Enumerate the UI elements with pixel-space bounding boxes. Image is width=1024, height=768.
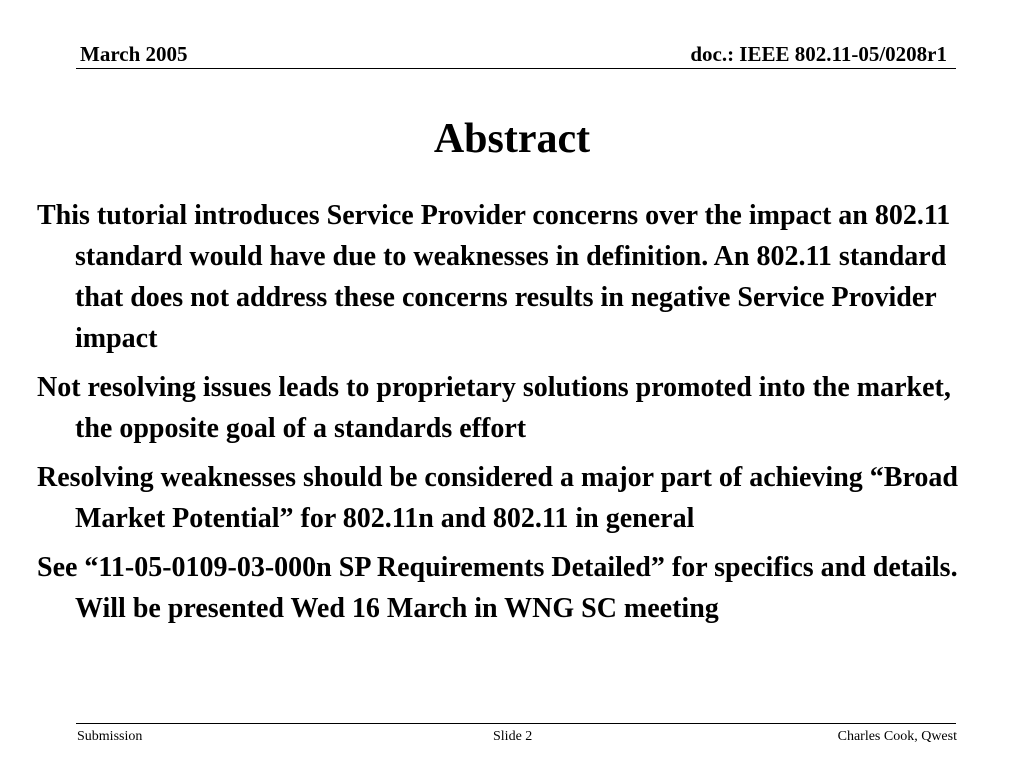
header-doc-id: doc.: IEEE 802.11-05/0208r1: [690, 42, 947, 66]
footer-rule: [76, 723, 956, 724]
body-paragraph-3: Resolving weaknesses should be considered a major part of achieving “Broad Market Potential” for 802.11n and 802.11 in general: [37, 462, 958, 534]
body-paragraph-4: See “11-05-0109-03-000n SP Requirements Detailed” for specifics and details. Will be presented Wed 16 March in WNG SC meeting: [37, 552, 958, 624]
footer-slide-number: Slide 2: [493, 729, 533, 744]
footer-author: Charles Cook, Qwest: [837, 729, 957, 744]
body-paragraph-2: Not resolving issues leads to proprietary solutions promoted into the market, the opposite goal of a standards effort: [37, 372, 951, 444]
footer-submission: Submission: [77, 729, 143, 744]
header-rule: [76, 68, 956, 69]
header-date: March 2005: [80, 42, 188, 66]
body-paragraph-1: This tutorial introduces Service Provider concerns over the impact an 802.11 standard would have due to weaknesses in definition. An 802.11 standard that does not address these concerns results in negative Service Provider impact: [37, 200, 951, 354]
slide-body: [37, 195, 987, 637]
slide-title: Abstract: [433, 116, 591, 162]
